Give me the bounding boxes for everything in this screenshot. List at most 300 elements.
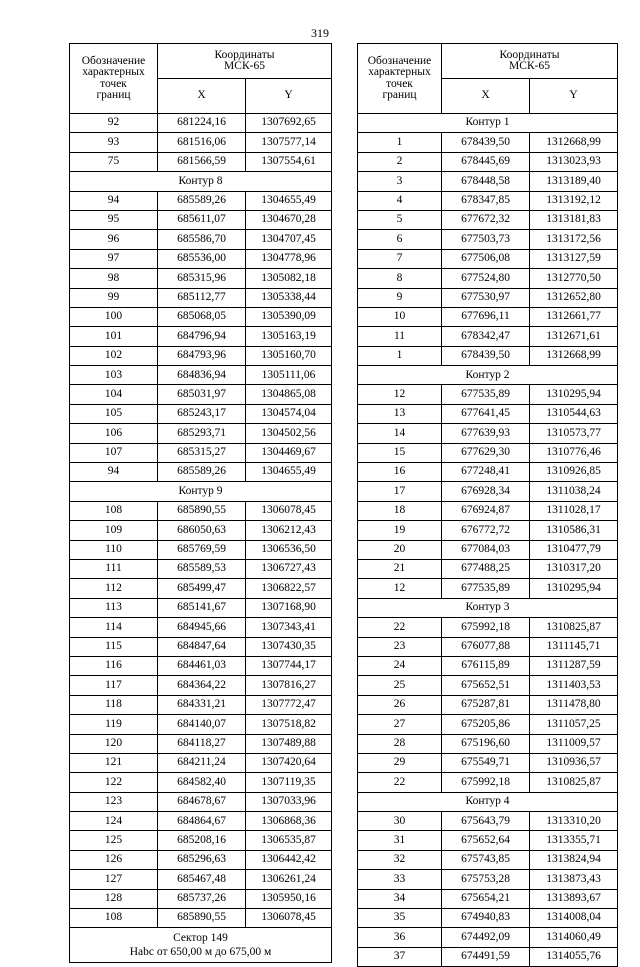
point-number: 23 bbox=[358, 637, 442, 656]
coordinate-system: МСК-65 bbox=[224, 60, 265, 72]
designation-header bbox=[70, 44, 158, 114]
point-number: 25 bbox=[358, 676, 442, 695]
y-coordinate: 1313192,12 bbox=[530, 191, 618, 210]
x-coordinate: 685315,27 bbox=[158, 443, 246, 462]
table-row bbox=[358, 928, 618, 947]
x-coordinate: 678342,47 bbox=[442, 327, 530, 346]
contour-heading-row bbox=[70, 172, 332, 191]
point-number: 22 bbox=[358, 773, 442, 792]
y-coordinate: 1310573,77 bbox=[530, 424, 618, 443]
x-coordinate: 677084,03 bbox=[442, 540, 530, 559]
x-coordinate: 685068,05 bbox=[158, 307, 246, 326]
table-row bbox=[358, 463, 618, 482]
x-coordinate: 676115,89 bbox=[442, 656, 530, 675]
table-row bbox=[358, 656, 618, 675]
point-number: 6 bbox=[358, 230, 442, 249]
y-column-header: Y bbox=[530, 79, 618, 114]
point-number: 9 bbox=[358, 288, 442, 307]
x-coordinate: 675654,21 bbox=[442, 889, 530, 908]
y-coordinate: 1305160,70 bbox=[246, 346, 332, 365]
x-coordinate: 675992,18 bbox=[442, 618, 530, 637]
x-coordinate: 685031,97 bbox=[158, 385, 246, 404]
y-coordinate: 1304502,56 bbox=[246, 424, 332, 443]
y-coordinate: 1311145,71 bbox=[530, 637, 618, 656]
point-number: 14 bbox=[358, 424, 442, 443]
point-number: 3 bbox=[358, 172, 442, 191]
x-coordinate: 678445,69 bbox=[442, 152, 530, 171]
table-row bbox=[70, 424, 332, 443]
table-row bbox=[70, 812, 332, 831]
x-coordinate: 685890,55 bbox=[158, 501, 246, 520]
point-number: 95 bbox=[70, 210, 158, 229]
x-coordinate: 685112,77 bbox=[158, 288, 246, 307]
y-coordinate: 1307168,90 bbox=[246, 598, 332, 617]
y-coordinate: 1304865,08 bbox=[246, 385, 332, 404]
y-coordinate: 1307744,17 bbox=[246, 656, 332, 675]
designation-header-line: точек bbox=[100, 77, 127, 90]
point-number: 108 bbox=[70, 501, 158, 520]
point-number: 103 bbox=[70, 366, 158, 385]
y-coordinate: 1306868,36 bbox=[246, 812, 332, 831]
sector-title: Сектор 149 bbox=[173, 932, 228, 945]
table-row bbox=[358, 443, 618, 462]
point-number: 27 bbox=[358, 715, 442, 734]
table-row bbox=[70, 443, 332, 462]
table-row bbox=[358, 346, 618, 365]
table-row bbox=[358, 850, 618, 869]
table-row bbox=[70, 540, 332, 559]
x-coordinate: 676924,87 bbox=[442, 501, 530, 520]
x-coordinate: 684864,67 bbox=[158, 812, 246, 831]
table-row bbox=[70, 385, 332, 404]
contour-heading-row bbox=[358, 114, 618, 133]
y-coordinate: 1310926,85 bbox=[530, 463, 618, 482]
point-number: 108 bbox=[70, 909, 158, 928]
x-coordinate: 677503,73 bbox=[442, 230, 530, 249]
y-coordinate: 1313355,71 bbox=[530, 831, 618, 850]
designation-header-line: Обозначение bbox=[367, 54, 432, 67]
point-number: 8 bbox=[358, 269, 442, 288]
x-coordinate: 685769,59 bbox=[158, 540, 246, 559]
point-number: 13 bbox=[358, 404, 442, 423]
point-number: 4 bbox=[358, 191, 442, 210]
designation-header-line: границ bbox=[96, 89, 131, 101]
y-coordinate: 1305082,18 bbox=[246, 269, 332, 288]
table-row bbox=[358, 191, 618, 210]
point-number: 102 bbox=[70, 346, 158, 365]
table-row bbox=[70, 463, 332, 482]
point-number: 118 bbox=[70, 695, 158, 714]
x-coordinate: 685315,96 bbox=[158, 269, 246, 288]
x-coordinate: 675652,64 bbox=[442, 831, 530, 850]
x-coordinate: 686050,63 bbox=[158, 521, 246, 540]
x-coordinate: 678439,50 bbox=[442, 346, 530, 365]
y-coordinate: 1312652,80 bbox=[530, 288, 618, 307]
table-row bbox=[358, 889, 618, 908]
point-number: 12 bbox=[358, 385, 442, 404]
y-coordinate: 1307772,47 bbox=[246, 695, 332, 714]
point-number: 101 bbox=[70, 327, 158, 346]
point-number: 10 bbox=[358, 307, 442, 326]
coordinates-title: Координаты bbox=[214, 48, 275, 61]
x-coordinate: 684582,40 bbox=[158, 773, 246, 792]
y-coordinate: 1305338,44 bbox=[246, 288, 332, 307]
x-coordinate: 676772,72 bbox=[442, 521, 530, 540]
table-row bbox=[70, 327, 332, 346]
y-coordinate: 1313172,56 bbox=[530, 230, 618, 249]
x-coordinate: 685611,07 bbox=[158, 210, 246, 229]
table-row bbox=[358, 249, 618, 268]
x-coordinate: 685208,16 bbox=[158, 831, 246, 850]
contour-title: Контур 4 bbox=[358, 792, 618, 811]
x-coordinate: 685589,26 bbox=[158, 191, 246, 210]
point-number: 18 bbox=[358, 501, 442, 520]
x-coordinate: 684211,24 bbox=[158, 753, 246, 772]
point-number: 120 bbox=[70, 734, 158, 753]
coordinates-title: Координаты bbox=[499, 48, 560, 61]
y-coordinate: 1304778,96 bbox=[246, 249, 332, 268]
x-coordinate: 675753,28 bbox=[442, 870, 530, 889]
point-number: 107 bbox=[70, 443, 158, 462]
y-coordinate: 1307518,82 bbox=[246, 715, 332, 734]
x-coordinate: 681566,59 bbox=[158, 152, 246, 171]
x-coordinate: 684140,07 bbox=[158, 715, 246, 734]
y-coordinate: 1307816,27 bbox=[246, 676, 332, 695]
y-coordinate: 1304655,49 bbox=[246, 463, 332, 482]
point-number: 26 bbox=[358, 695, 442, 714]
point-number: 36 bbox=[358, 928, 442, 947]
point-number: 30 bbox=[358, 812, 442, 831]
table-row bbox=[70, 404, 332, 423]
point-number: 15 bbox=[358, 443, 442, 462]
table-row bbox=[70, 307, 332, 326]
y-coordinate: 1306078,45 bbox=[246, 909, 332, 928]
table-row bbox=[358, 695, 618, 714]
table-row bbox=[70, 579, 332, 598]
y-coordinate: 1313023,93 bbox=[530, 152, 618, 171]
point-number: 113 bbox=[70, 598, 158, 617]
x-coordinate: 675549,71 bbox=[442, 753, 530, 772]
table-row bbox=[70, 521, 332, 540]
y-coordinate: 1307430,35 bbox=[246, 637, 332, 656]
point-number: 1 bbox=[358, 346, 442, 365]
x-coordinate: 677506,08 bbox=[442, 249, 530, 268]
table-row bbox=[70, 366, 332, 385]
x-coordinate: 677696,11 bbox=[442, 307, 530, 326]
contour-heading-row bbox=[358, 366, 618, 385]
table-row bbox=[358, 501, 618, 520]
table-row bbox=[358, 870, 618, 889]
point-number: 21 bbox=[358, 559, 442, 578]
page-number: 319 bbox=[311, 26, 329, 40]
x-coordinate: 677530,97 bbox=[442, 288, 530, 307]
point-number: 19 bbox=[358, 521, 442, 540]
x-coordinate: 685890,55 bbox=[158, 909, 246, 928]
coordinates-header bbox=[442, 44, 618, 79]
point-number: 16 bbox=[358, 463, 442, 482]
y-coordinate: 1307554,61 bbox=[246, 152, 332, 171]
table-row bbox=[70, 870, 332, 889]
table-row bbox=[70, 676, 332, 695]
y-coordinate: 1310825,87 bbox=[530, 618, 618, 637]
x-coordinate: 684331,21 bbox=[158, 695, 246, 714]
x-coordinate: 677488,25 bbox=[442, 559, 530, 578]
y-coordinate: 1312770,50 bbox=[530, 269, 618, 288]
table-row bbox=[70, 269, 332, 288]
y-coordinate: 1304707,45 bbox=[246, 230, 332, 249]
point-number: 93 bbox=[70, 133, 158, 152]
x-coordinate: 678448,58 bbox=[442, 172, 530, 191]
y-coordinate: 1311403,53 bbox=[530, 676, 618, 695]
point-number: 111 bbox=[70, 559, 158, 578]
x-coordinate: 684796,94 bbox=[158, 327, 246, 346]
x-coordinate: 684793,96 bbox=[158, 346, 246, 365]
x-coordinate: 685141,67 bbox=[158, 598, 246, 617]
table-row bbox=[358, 385, 618, 404]
table-row bbox=[70, 346, 332, 365]
x-coordinate: 674491,59 bbox=[442, 947, 530, 966]
contour-heading-row bbox=[70, 482, 332, 501]
x-coordinate: 678347,85 bbox=[442, 191, 530, 210]
y-coordinate: 1313824,94 bbox=[530, 850, 618, 869]
point-number: 34 bbox=[358, 889, 442, 908]
x-coordinate: 685586,70 bbox=[158, 230, 246, 249]
point-number: 114 bbox=[70, 618, 158, 637]
table-row bbox=[70, 133, 332, 152]
point-number: 117 bbox=[70, 676, 158, 695]
table-row bbox=[358, 947, 618, 966]
point-number: 17 bbox=[358, 482, 442, 501]
table-row bbox=[358, 288, 618, 307]
coordinates-header bbox=[158, 44, 332, 79]
y-coordinate: 1312671,61 bbox=[530, 327, 618, 346]
table-row bbox=[70, 288, 332, 307]
y-coordinate: 1306535,87 bbox=[246, 831, 332, 850]
point-number: 104 bbox=[70, 385, 158, 404]
table-row bbox=[358, 307, 618, 326]
table-row bbox=[70, 753, 332, 772]
x-coordinate: 684945,66 bbox=[158, 618, 246, 637]
y-coordinate: 1312668,99 bbox=[530, 133, 618, 152]
table-row bbox=[358, 831, 618, 850]
designation-header-line: Обозначение bbox=[81, 54, 146, 67]
y-coordinate: 1311478,80 bbox=[530, 695, 618, 714]
table-row bbox=[70, 230, 332, 249]
table-row bbox=[358, 909, 618, 928]
point-number: 22 bbox=[358, 618, 442, 637]
point-number: 11 bbox=[358, 327, 442, 346]
contour-title: Контур 3 bbox=[358, 598, 618, 617]
y-coordinate: 1306212,43 bbox=[246, 521, 332, 540]
table-row bbox=[70, 850, 332, 869]
x-coordinate: 677524,80 bbox=[442, 269, 530, 288]
table-row bbox=[70, 734, 332, 753]
x-coordinate: 675992,18 bbox=[442, 773, 530, 792]
table-row bbox=[358, 715, 618, 734]
y-coordinate: 1310544,63 bbox=[530, 404, 618, 423]
y-coordinate: 1306727,43 bbox=[246, 559, 332, 578]
y-coordinate: 1311028,17 bbox=[530, 501, 618, 520]
x-coordinate: 677535,89 bbox=[442, 385, 530, 404]
point-number: 119 bbox=[70, 715, 158, 734]
x-coordinate: 684678,67 bbox=[158, 792, 246, 811]
y-coordinate: 1310295,94 bbox=[530, 579, 618, 598]
y-coordinate: 1313310,20 bbox=[530, 812, 618, 831]
y-coordinate: 1310936,57 bbox=[530, 753, 618, 772]
point-number: 24 bbox=[358, 656, 442, 675]
x-coordinate: 675643,79 bbox=[442, 812, 530, 831]
table-row bbox=[70, 831, 332, 850]
x-coordinate: 675196,60 bbox=[442, 734, 530, 753]
point-number: 12 bbox=[358, 579, 442, 598]
y-coordinate: 1306261,24 bbox=[246, 870, 332, 889]
y-coordinate: 1313893,67 bbox=[530, 889, 618, 908]
table-row bbox=[70, 501, 332, 520]
x-coordinate: 685536,00 bbox=[158, 249, 246, 268]
point-number: 33 bbox=[358, 870, 442, 889]
table-row bbox=[70, 695, 332, 714]
y-coordinate: 1314060,49 bbox=[530, 928, 618, 947]
x-coordinate: 677641,45 bbox=[442, 404, 530, 423]
y-coordinate: 1307343,41 bbox=[246, 618, 332, 637]
table-row bbox=[70, 909, 332, 928]
x-coordinate: 678439,50 bbox=[442, 133, 530, 152]
y-coordinate: 1310825,87 bbox=[530, 773, 618, 792]
height-range: Нabс от 650,00 м до 675,00 м bbox=[129, 946, 272, 959]
y-coordinate: 1313189,40 bbox=[530, 172, 618, 191]
y-coordinate: 1306078,45 bbox=[246, 501, 332, 520]
x-coordinate: 684461,03 bbox=[158, 656, 246, 675]
y-coordinate: 1305163,19 bbox=[246, 327, 332, 346]
table-row bbox=[358, 637, 618, 656]
table-row bbox=[358, 230, 618, 249]
y-coordinate: 1314055,76 bbox=[530, 947, 618, 966]
x-coordinate: 675205,86 bbox=[442, 715, 530, 734]
contour-title: Контур 2 bbox=[358, 366, 618, 385]
x-coordinate: 685499,47 bbox=[158, 579, 246, 598]
contour-heading-row bbox=[358, 792, 618, 811]
y-coordinate: 1305950,16 bbox=[246, 889, 332, 908]
table-row bbox=[358, 327, 618, 346]
table-row bbox=[358, 540, 618, 559]
point-number: 112 bbox=[70, 579, 158, 598]
point-number: 7 bbox=[358, 249, 442, 268]
point-number: 128 bbox=[70, 889, 158, 908]
coordinates-table-right bbox=[357, 43, 618, 967]
point-number: 98 bbox=[70, 269, 158, 288]
point-number: 32 bbox=[358, 850, 442, 869]
x-coordinate: 677629,30 bbox=[442, 443, 530, 462]
y-coordinate: 1305111,06 bbox=[246, 366, 332, 385]
y-coordinate: 1310317,20 bbox=[530, 559, 618, 578]
contour-title: Контур 9 bbox=[70, 482, 332, 501]
y-coordinate: 1311287,59 bbox=[530, 656, 618, 675]
point-number: 75 bbox=[70, 152, 158, 171]
point-number: 116 bbox=[70, 656, 158, 675]
table-row bbox=[70, 618, 332, 637]
table-row bbox=[358, 773, 618, 792]
x-coordinate: 676077,88 bbox=[442, 637, 530, 656]
table-row bbox=[358, 753, 618, 772]
x-coordinate: 675652,51 bbox=[442, 676, 530, 695]
x-coordinate: 675743,85 bbox=[442, 850, 530, 869]
x-coordinate: 684364,22 bbox=[158, 676, 246, 695]
point-number: 94 bbox=[70, 463, 158, 482]
y-column-header: Y bbox=[246, 79, 332, 114]
point-number: 31 bbox=[358, 831, 442, 850]
x-coordinate: 685467,48 bbox=[158, 870, 246, 889]
y-coordinate: 1307119,35 bbox=[246, 773, 332, 792]
y-coordinate: 1312668,99 bbox=[530, 346, 618, 365]
x-coordinate: 685243,17 bbox=[158, 404, 246, 423]
y-coordinate: 1311038,24 bbox=[530, 482, 618, 501]
point-number: 115 bbox=[70, 637, 158, 656]
x-column-header: X bbox=[442, 79, 530, 114]
y-coordinate: 1310295,94 bbox=[530, 385, 618, 404]
y-coordinate: 1304655,49 bbox=[246, 191, 332, 210]
table-row bbox=[70, 598, 332, 617]
table-row bbox=[70, 715, 332, 734]
x-coordinate: 685293,71 bbox=[158, 424, 246, 443]
coordinates-table-left bbox=[69, 43, 332, 963]
x-coordinate: 681224,16 bbox=[158, 114, 246, 133]
designation-header-line: границ bbox=[382, 89, 417, 101]
x-coordinate: 684847,64 bbox=[158, 637, 246, 656]
point-number: 125 bbox=[70, 831, 158, 850]
designation-header-line: характерных bbox=[82, 66, 145, 78]
point-number: 122 bbox=[70, 773, 158, 792]
table-row bbox=[358, 579, 618, 598]
y-coordinate: 1311009,57 bbox=[530, 734, 618, 753]
table-row bbox=[358, 734, 618, 753]
point-number: 35 bbox=[358, 909, 442, 928]
table-row bbox=[358, 152, 618, 171]
point-number: 109 bbox=[70, 521, 158, 540]
point-number: 96 bbox=[70, 230, 158, 249]
point-number: 99 bbox=[70, 288, 158, 307]
y-coordinate: 1304574,04 bbox=[246, 404, 332, 423]
point-number: 106 bbox=[70, 424, 158, 443]
table-row bbox=[70, 656, 332, 675]
y-coordinate: 1304670,28 bbox=[246, 210, 332, 229]
x-coordinate: 685296,63 bbox=[158, 850, 246, 869]
x-coordinate: 674492,09 bbox=[442, 928, 530, 947]
x-coordinate: 684118,27 bbox=[158, 734, 246, 753]
x-coordinate: 677672,32 bbox=[442, 210, 530, 229]
x-coordinate: 675287,81 bbox=[442, 695, 530, 714]
table-row bbox=[358, 521, 618, 540]
table-row bbox=[358, 210, 618, 229]
coordinate-system: МСК-65 bbox=[509, 60, 550, 72]
point-number: 28 bbox=[358, 734, 442, 753]
y-coordinate: 1307033,96 bbox=[246, 792, 332, 811]
x-coordinate: 681516,06 bbox=[158, 133, 246, 152]
table-row bbox=[70, 559, 332, 578]
y-coordinate: 1306536,50 bbox=[246, 540, 332, 559]
table-row bbox=[70, 889, 332, 908]
y-coordinate: 1306442,42 bbox=[246, 850, 332, 869]
contour-title: Контур 1 bbox=[358, 114, 618, 133]
x-column-header: X bbox=[158, 79, 246, 114]
x-coordinate: 685589,26 bbox=[158, 463, 246, 482]
x-coordinate: 677535,89 bbox=[442, 579, 530, 598]
point-number: 29 bbox=[358, 753, 442, 772]
table-row bbox=[70, 249, 332, 268]
x-coordinate: 685589,53 bbox=[158, 559, 246, 578]
point-number: 2 bbox=[358, 152, 442, 171]
point-number: 124 bbox=[70, 812, 158, 831]
point-number: 97 bbox=[70, 249, 158, 268]
